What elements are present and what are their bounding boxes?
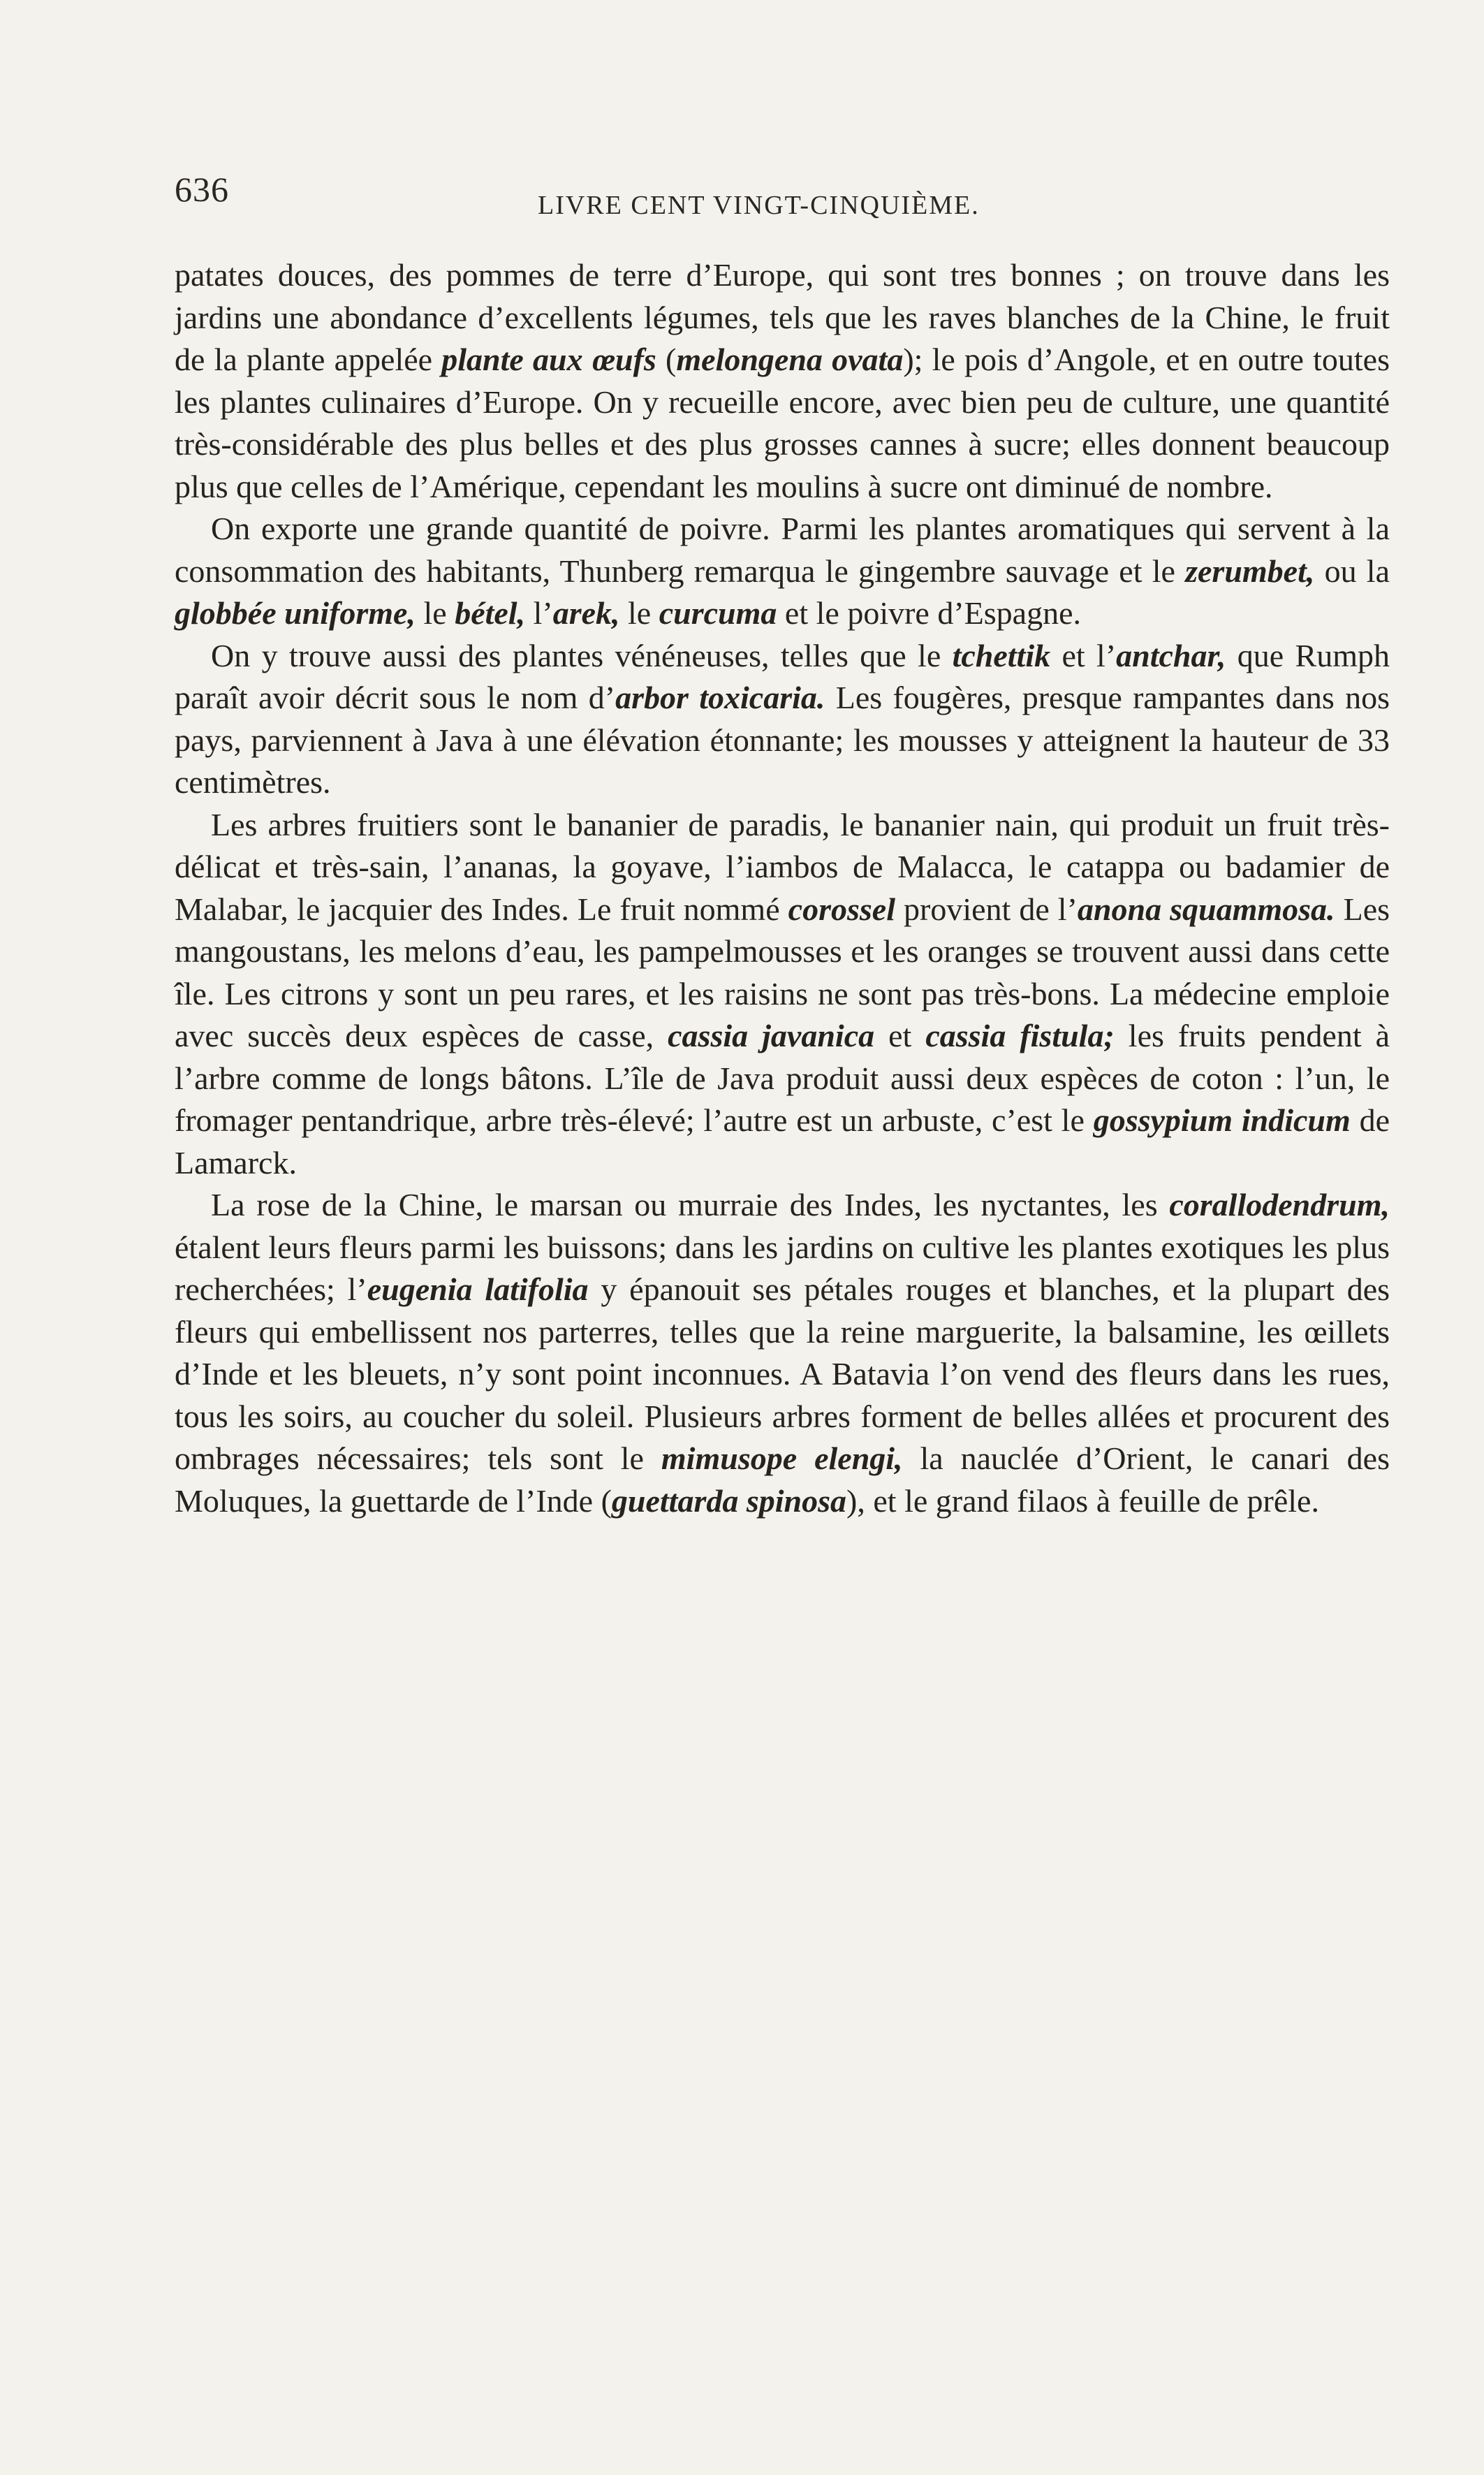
text-run: ); le pois d’Angole, et en outre toutes les plantes culinaires d’Europe. On y recueille encore, avec bien peu de culture, une quantité très-considérable des plus belles et des plus grosses cannes à sucre; elles donnent beaucoup plus que celles de l’Amérique, cependant les moulins à sucre ont diminué de nombre. bbox=[175, 342, 1390, 504]
italic-term: arbor toxicaria. bbox=[615, 680, 825, 715]
italic-term: corallodendrum, bbox=[1169, 1187, 1390, 1222]
text-run: ( bbox=[656, 342, 677, 377]
italic-term: plante aux œufs bbox=[441, 342, 656, 377]
text-run: étalent leurs fleurs parmi les buissons; dans les jardins on cultive les plantes exotiques les plus recherchées; l’ bbox=[175, 1229, 1390, 1307]
text-run: ou la bbox=[1314, 553, 1390, 589]
italic-term: anona squammosa. bbox=[1077, 891, 1335, 927]
text-run: les fruits pendent à l’arbre comme de longs bâtons. L’île de Java produit aussi deux espèces de coton : l’un, le fromager pentandrique, arbre très-élevé; l’autre est un arbuste, c’est le bbox=[175, 1018, 1390, 1138]
italic-term: cassia javanica bbox=[668, 1018, 875, 1053]
text-run: et le poivre d’Espagne. bbox=[777, 595, 1081, 631]
italic-term: corossel bbox=[788, 891, 895, 927]
paragraph bbox=[175, 804, 1390, 1185]
italic-term: tchettik bbox=[952, 637, 1051, 673]
text-run: Les mangoustans, les melons d’eau, les pampelmousses et les oranges se trouvent aussi dans cette île. Les citrons y sont un peu rares, et les raisins ne sont pas très-bons. La médecine emploie avec succès deux espèces de casse, bbox=[175, 891, 1390, 1053]
text-run: la nauclée d’Orient, le canari des Moluques, la guettarde de l’Inde ( bbox=[175, 1440, 1390, 1519]
italic-term: antchar, bbox=[1116, 637, 1226, 673]
italic-term: gossypium indicum bbox=[1093, 1102, 1351, 1138]
text-run: provient de l’ bbox=[895, 891, 1078, 927]
text-run: On exporte une grande quantité de poivre. Parmi les plantes aromatiques qui servent à la consommation des habitants, Thunberg remarqua le gingembre sauvage et le bbox=[175, 511, 1390, 589]
paragraph bbox=[175, 254, 1390, 508]
text-run: et bbox=[874, 1018, 926, 1053]
text-run: La rose de la Chine, le marsan ou murraie des Indes, les nyctantes, les bbox=[211, 1187, 1170, 1222]
text-run: On y trouve aussi des plantes vénéneuses, telles que le bbox=[211, 637, 953, 673]
page-header bbox=[175, 169, 1390, 218]
italic-term: curcuma bbox=[659, 595, 777, 631]
text-run: patates douces, des pommes de terre d’Europe, qui sont tres bonnes ; on trouve dans les jardins une abondance d’excellents légumes, tels que les raves blanches de la Chine, le fruit de la plante appelée bbox=[175, 257, 1390, 377]
text-run: et l’ bbox=[1050, 637, 1117, 673]
page-number: 636 bbox=[175, 170, 229, 209]
italic-term: mimusope elengi, bbox=[661, 1440, 903, 1476]
italic-term: eugenia latifolia bbox=[367, 1271, 589, 1307]
italic-term: cassia fistula; bbox=[925, 1018, 1115, 1053]
body-text bbox=[175, 254, 1390, 1522]
paragraph bbox=[175, 1184, 1390, 1522]
text-run: de Lamarck. bbox=[175, 1102, 1390, 1181]
italic-term: globbée uniforme, bbox=[175, 595, 416, 631]
text-run: ), et le grand filaos à feuille de prêle. bbox=[846, 1482, 1319, 1519]
text-run: le bbox=[415, 595, 455, 631]
text-run: l’ bbox=[525, 595, 553, 631]
text-run: y épanouit ses pétales rouges et blanches, et la plupart des fleurs qui embellissent nos parterres, telles que la reine marguerite, la balsamine, les œillets d’Inde et les bleuets, n’y sont point inconnues. A Batavia l’on vend des fleurs dans les rues, tous les soirs, au coucher du soleil. Plusieurs arbres forment de belles allées et procurent des ombrages nécessaires; tels sont le bbox=[175, 1271, 1390, 1476]
italic-term: bétel, bbox=[455, 595, 526, 631]
text-run: le bbox=[619, 595, 659, 631]
italic-term: guettarda spinosa bbox=[611, 1482, 847, 1519]
italic-term: zerumbet, bbox=[1185, 553, 1315, 589]
text-run: Les arbres fruitiers sont le bananier de paradis, le bananier nain, qui produit un fruit très-délicat et très-sain, l’ananas, la goyave, l’iambos de Malacca, le catappa ou badamier de Malabar, le jacquier des Indes. Le fruit nommé bbox=[175, 806, 1390, 927]
italic-term: arek, bbox=[552, 595, 620, 631]
text-run: que Rumph paraît avoir décrit sous le nom d’ bbox=[175, 637, 1390, 715]
text-run: Les fougères, presque rampantes dans nos pays, parviennent à Java à une élévation étonnante; les mousses y atteignent la hauteur de 33 centimètres. bbox=[175, 680, 1390, 800]
paragraph bbox=[175, 508, 1390, 635]
italic-term: melongena ovata bbox=[676, 342, 904, 377]
paragraph bbox=[175, 635, 1390, 804]
running-head: LIVRE CENT VINGT-CINQUIÈME. bbox=[538, 191, 980, 220]
